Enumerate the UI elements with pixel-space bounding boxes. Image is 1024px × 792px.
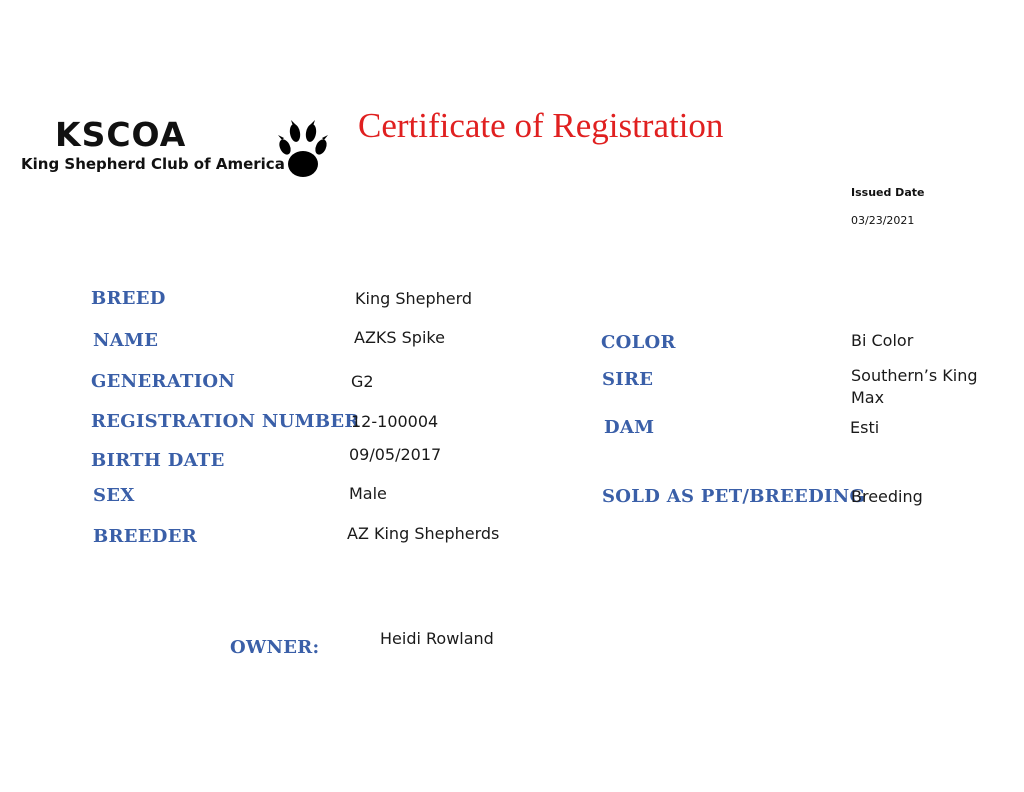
color-label: COLOR (601, 332, 676, 353)
sold-as-value: Breeding (851, 487, 923, 506)
sex-value: Male (349, 484, 387, 503)
logo-abbreviation: KSCOA (55, 115, 187, 154)
certificate-title: Certificate of Registration (358, 106, 724, 145)
breeder-label: BREEDER (93, 526, 198, 547)
sex-label: SEX (93, 485, 135, 506)
generation-label: GENERATION (91, 371, 236, 392)
breeder-value: AZ King Shepherds (347, 524, 500, 543)
name-label: NAME (93, 330, 159, 351)
breed-value: King Shepherd (355, 289, 473, 308)
dam-label: DAM (604, 417, 655, 438)
registration-number-label: REGISTRATION NUMBER (91, 411, 360, 432)
dam-value: Esti (850, 418, 880, 437)
color-value: Bi Color (851, 331, 914, 350)
paw-icon (277, 120, 329, 182)
generation-value: G2 (351, 372, 374, 391)
birth-date-label: BIRTH DATE (91, 450, 225, 471)
sire-value: Southern’s King Max (851, 366, 978, 408)
owner-label: OWNER: (230, 637, 320, 658)
logo-full-name: King Shepherd Club of America (21, 155, 285, 173)
sire-label: SIRE (602, 369, 654, 390)
birth-date-value: 09/05/2017 (349, 445, 442, 464)
sold-as-label: SOLD AS PET/BREEDING (602, 486, 866, 507)
breed-label: BREED (91, 288, 166, 309)
issued-date-label: Issued Date (851, 186, 925, 199)
registration-number-value: 12-100004 (351, 412, 439, 431)
issued-date-value: 03/23/2021 (851, 214, 915, 227)
owner-value: Heidi Rowland (380, 629, 494, 648)
name-value: AZKS Spike (354, 328, 445, 347)
